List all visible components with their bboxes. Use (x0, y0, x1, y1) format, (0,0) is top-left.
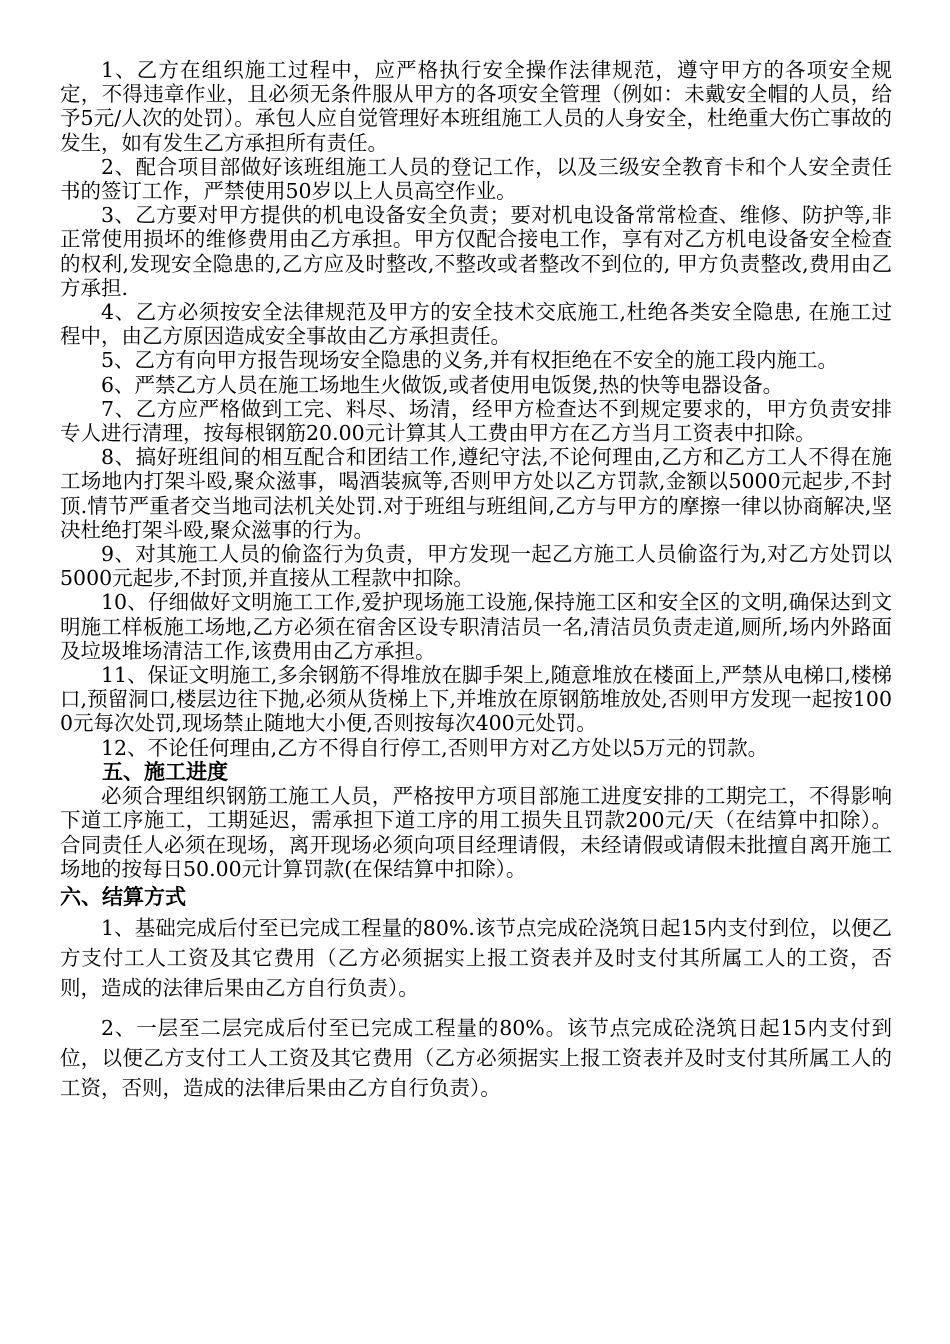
safety-item-6: 6、严禁乙方人员在施工场地生火做饭,或者使用电饭煲,热的快等电器设备。 (101, 372, 784, 397)
section-5-text: 必须合理组织钢筋工施工人员，严格按甲方项目部施工进度安排的工期完工，不得影响下道工序施工，工期延迟，需承担下道工序的用工损失且罚款200元/天（在结算中扣除）。合同责任人必须在现场，离开现场必须向项目经理请假，未经请假或请假未批擅自离开施工场地的按每日50.00元计算罚款(在保结算中扣除）。 (60, 784, 892, 881)
safety-item-12: 12、不论任何理由,乙方不得自行停工,否则甲方对乙方处以5万元的罚款。 (101, 735, 769, 760)
section-5-heading: 五、施工进度 (102, 758, 228, 784)
safety-item-11: 11、保证文明施工,多余钢筋不得堆放在脚手架上,随意堆放在楼面上,严禁从电梯口,楼梯口,预留洞口,楼层边往下抛,必须从货梯上下,并堆放在原钢筋堆放处,否则甲方发现一起按1000元每次处罚,现场禁止随地大小便,否则按每次400元处罚。 (60, 663, 892, 736)
safety-item-2: 2、配合项目部做好该班组施工人员的登记工作，以及三级安全教育卡和个人安全责任书的签订工作，严禁使用50岁以上人员高空作业。 (60, 154, 892, 204)
safety-item-9: 9、对其施工人员的偷盗行为负责，甲方发现一起乙方施工人员偷盗行为,对乙方处罚以5000元起步,不封顶,并直接从工程款中扣除。 (60, 542, 892, 591)
section-6-heading: 六、结算方式 (60, 883, 186, 909)
safety-item-8: 8、搞好班组间的相互配合和团结工作,遵纪守法,不论何理由,乙方和乙方工人不得在施工场地内打架斗殴,聚众滋事，喝酒装疯等,否则甲方处以乙方罚款,金额以5000元起步,不封顶.情节严重者交当地司法机关处罚.对于班组与班组间,乙方与甲方的摩擦一律以协商解决,坚决杜绝打架斗殴,聚众滋事的行为。 (60, 445, 892, 542)
safety-item-10: 10、仔细做好文明施工工作,爱护现场施工设施,保持施工区和安全区的文明,确保达到文明施工样板施工场地,乙方必须在宿舍区设专职清洁员一名,清洁员负责走道,厕所,场内外路面及垃圾堆场清洁工作,该费用由乙方承担。 (60, 590, 892, 663)
settlement-item-1: 1、基础完成后付至已完成工程量的80%.该节点完成砼浇筑日起15内支付到位，以便乙方支付工人工资及其它费用（乙方必须据实上报工资表并及时支付其所属工人的工资，否则，造成的法律后果由乙方自行负责）。 (60, 916, 892, 1001)
settlement-item-2: 2、一层至二层完成后付至已完成工程量的80%。该节点完成砼浇筑日起15内支付到位，以便乙方支付工人工资及其它费用（乙方必须据实上报工资表并及时支付其所属工人的工资，否则，造成的法律后果由乙方自行负责）。 (60, 1016, 892, 1101)
safety-item-4: 4、乙方必须按安全法律规范及甲方的安全技术交底施工,杜绝各类安全隐患, 在施工过程中，由乙方原因造成安全事故由乙方承担责任。 (60, 300, 892, 349)
document-page (60, 58, 892, 1103)
safety-item-1: 1、乙方在组织施工过程中，应严格执行安全操作法律规范，遵守甲方的各项安全规定，不得违章作业，且必须无条件服从甲方的各项安全管理（例如：未戴安全帽的人员，给予5元/人次的处罚）。承包人应自觉管理好本班组施工人员的人身安全，杜绝重大伤亡事故的发生，如有发生乙方承担所有责任。 (60, 58, 892, 155)
safety-item-7: 7、乙方应严格做到工完、料尽、场清，经甲方检查达不到规定要求的，甲方负责安排专人进行清理，按每根钢筋20.00元计算其人工费由甲方在乙方当月工资表中扣除。 (60, 396, 892, 446)
safety-item-5: 5、乙方有向甲方报告现场安全隐患的义务,并有权拒绝在不安全的施工段内施工。 (101, 348, 839, 373)
safety-item-3: 3、乙方要对甲方提供的机电设备安全负责；要对机电设备常常检查、维修、防护等,非正常使用损坏的维修费用由乙方承担。甲方仅配合接电工作，享有对乙方机电设备安全检查的权利,发现安全隐患的,乙方应及时整改,不整改或者整改不到位的, 甲方负责整改,费用由乙方承担. (60, 203, 892, 300)
